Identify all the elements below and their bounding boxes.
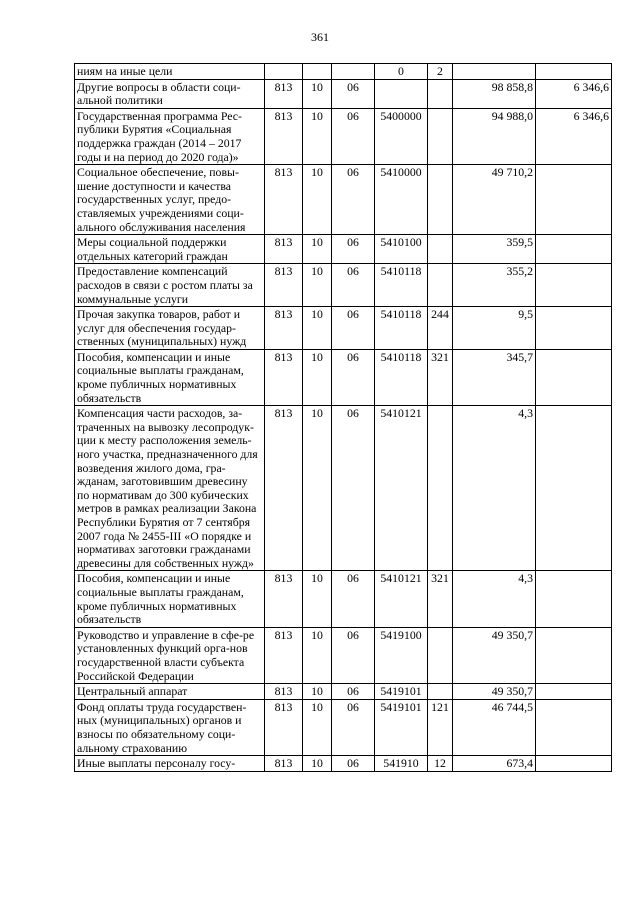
amount-subventions: [536, 699, 612, 755]
table-row: [75, 165, 612, 235]
ministry-code: 813: [265, 349, 303, 405]
expense-type-code: 244: [428, 307, 453, 350]
section-code: 10: [303, 235, 332, 264]
expense-type-code: [428, 627, 453, 683]
amount-subventions: 6 346,6: [536, 108, 612, 164]
amount-total: 46 744,5: [453, 699, 536, 755]
section-code: 10: [303, 165, 332, 235]
row-name: Социальное обеспечение, повы-шение доступности и качества государственных услуг, предо-ставляемых учреждениями соци-ального обслуживания населения: [75, 165, 265, 235]
subsection-code: [332, 64, 375, 80]
row-name: Компенсация части расходов, за-траченных на вывозку лесопродук-ции к месту расположения земель-ного участка, предназначенного для возведения жилого дома, гра-жданам, заготовившим древесину по нормативам до 300 кубических метров в рамках реализации Закона Республики Бурятия от 7 сентября 2007 года № 2455-III «О порядке и нормативах заготовки гражданами древесины для собственных нужд»: [75, 406, 265, 571]
target-article-code: [375, 79, 428, 108]
amount-subventions: 6 346,6: [536, 79, 612, 108]
subsection-code: 06: [332, 406, 375, 571]
amount-total: 98 858,8: [453, 79, 536, 108]
row-name: ниям на иные цели: [75, 64, 265, 80]
subsection-code: 06: [332, 627, 375, 683]
amount-total: [453, 64, 536, 80]
subsection-code: 06: [332, 756, 375, 772]
expense-type-code: 12: [428, 756, 453, 772]
amount-total: 49 710,2: [453, 165, 536, 235]
expense-type-code: [428, 79, 453, 108]
amount-subventions: [536, 571, 612, 627]
row-name: Другие вопросы в области соци-альной политики: [75, 79, 265, 108]
section-code: 10: [303, 684, 332, 700]
target-article-code: 5410100: [375, 235, 428, 264]
row-name: Иные выплаты персоналу госу-: [75, 756, 265, 772]
target-article-code: 5419101: [375, 684, 428, 700]
target-article-code: 5410000: [375, 165, 428, 235]
row-name: Пособия, компенсации и иные социальные выплаты гражданам, кроме публичных нормативных обязательств: [75, 349, 265, 405]
amount-total: 4,3: [453, 571, 536, 627]
subsection-code: 06: [332, 699, 375, 755]
amount-subventions: [536, 165, 612, 235]
amount-total: 49 350,7: [453, 684, 536, 700]
table-row: [75, 349, 612, 405]
ministry-code: 813: [265, 684, 303, 700]
ministry-code: 813: [265, 699, 303, 755]
target-article-code: 5410121: [375, 406, 428, 571]
expense-type-code: [428, 264, 453, 307]
amount-total: 355,2: [453, 264, 536, 307]
subsection-code: 06: [332, 684, 375, 700]
amount-total: 359,5: [453, 235, 536, 264]
expense-type-code: [428, 684, 453, 700]
target-article-code: 5410118: [375, 307, 428, 350]
row-name: Предоставление компенсаций расходов в связи с ростом платы за коммунальные услуги: [75, 264, 265, 307]
row-name: Фонд оплаты труда государствен-ных (муниципальных) органов и взносы по обязательному соци-альному страхованию: [75, 699, 265, 755]
amount-total: 9,5: [453, 307, 536, 350]
subsection-code: 06: [332, 165, 375, 235]
row-name: Центральный аппарат: [75, 684, 265, 700]
ministry-code: 813: [265, 627, 303, 683]
target-article-code: 5419101: [375, 699, 428, 755]
ministry-code: 813: [265, 108, 303, 164]
expense-type-code: 2: [428, 64, 453, 80]
table-row: [75, 627, 612, 683]
ministry-code: 813: [265, 406, 303, 571]
amount-subventions: [536, 235, 612, 264]
row-name: Прочая закупка товаров, работ и услуг для обеспечения государ-ственных (муниципальных) нужд: [75, 307, 265, 350]
amount-subventions: [536, 627, 612, 683]
expense-type-code: [428, 406, 453, 571]
table-row: [75, 79, 612, 108]
subsection-code: 06: [332, 571, 375, 627]
table-row: [75, 307, 612, 350]
table-row: [75, 235, 612, 264]
expense-type-code: [428, 108, 453, 164]
ministry-code: 813: [265, 235, 303, 264]
expense-type-code: 321: [428, 349, 453, 405]
subsection-code: 06: [332, 235, 375, 264]
section-code: [303, 64, 332, 80]
section-code: 10: [303, 108, 332, 164]
target-article-code: 0: [375, 64, 428, 80]
target-article-code: 5410121: [375, 571, 428, 627]
expense-type-code: [428, 235, 453, 264]
ministry-code: 813: [265, 307, 303, 350]
row-name: Государственная программа Рес-публики Бурятия «Социальная поддержка граждан (2014 – 2017 годы и на период до 2020 года)»: [75, 108, 265, 164]
ministry-code: [265, 64, 303, 80]
table-row: [75, 406, 612, 571]
amount-subventions: [536, 406, 612, 571]
row-name: Пособия, компенсации и иные социальные выплаты гражданам, кроме публичных нормативных обязательств: [75, 571, 265, 627]
target-article-code: 5410118: [375, 349, 428, 405]
subsection-code: 06: [332, 108, 375, 164]
table-row: [75, 571, 612, 627]
table-row: [75, 684, 612, 700]
subsection-code: 06: [332, 349, 375, 405]
section-code: 10: [303, 307, 332, 350]
ministry-code: 813: [265, 571, 303, 627]
expense-type-code: [428, 165, 453, 235]
target-article-code: 5400000: [375, 108, 428, 164]
table-row: [75, 756, 612, 772]
amount-subventions: [536, 264, 612, 307]
row-name: Руководство и управление в сфе-ре установленных функций орга-нов государственной власти субъекта Российской Федерации: [75, 627, 265, 683]
amount-total: 345,7: [453, 349, 536, 405]
row-name: Меры социальной поддержки отдельных категорий граждан: [75, 235, 265, 264]
amount-subventions: [536, 756, 612, 772]
subsection-code: 06: [332, 79, 375, 108]
table-row: [75, 108, 612, 164]
amount-subventions: [536, 349, 612, 405]
section-code: 10: [303, 264, 332, 307]
section-code: 10: [303, 79, 332, 108]
target-article-code: 5410118: [375, 264, 428, 307]
section-code: 10: [303, 571, 332, 627]
target-article-code: 541910: [375, 756, 428, 772]
subsection-code: 06: [332, 264, 375, 307]
amount-subventions: [536, 684, 612, 700]
table-row: [75, 264, 612, 307]
ministry-code: 813: [265, 756, 303, 772]
ministry-code: 813: [265, 165, 303, 235]
section-code: 10: [303, 349, 332, 405]
section-code: 10: [303, 756, 332, 772]
expense-type-code: 121: [428, 699, 453, 755]
table-row: [75, 699, 612, 755]
amount-total: 4,3: [453, 406, 536, 571]
amount-total: 49 350,7: [453, 627, 536, 683]
section-code: 10: [303, 406, 332, 571]
amount-subventions: [536, 64, 612, 80]
section-code: 10: [303, 699, 332, 755]
ministry-code: 813: [265, 79, 303, 108]
section-code: 10: [303, 627, 332, 683]
table-row: [75, 64, 612, 80]
amount-total: 94 988,0: [453, 108, 536, 164]
amount-total: 673,4: [453, 756, 536, 772]
subsection-code: 06: [332, 307, 375, 350]
ministry-code: 813: [265, 264, 303, 307]
expense-type-code: 321: [428, 571, 453, 627]
budget-table: [74, 63, 612, 772]
amount-subventions: [536, 307, 612, 350]
target-article-code: 5419100: [375, 627, 428, 683]
page-number: 361: [311, 30, 329, 44]
